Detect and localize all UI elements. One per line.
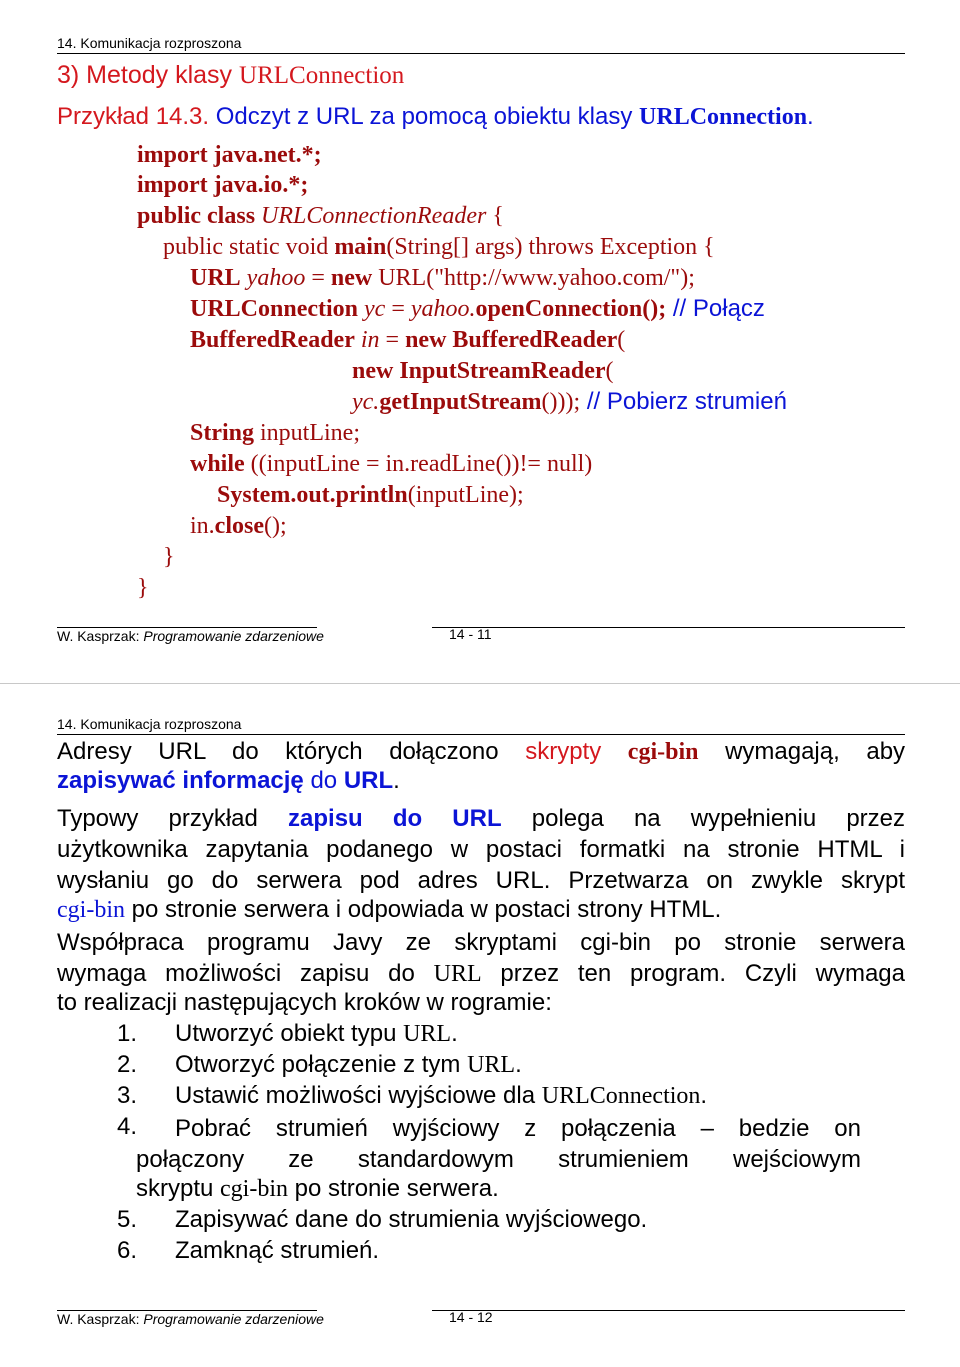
step-text: Pobrać strumień wyjściowy z połączenia – bedzie on [175, 1115, 861, 1142]
code-line: import java.net.*; [137, 142, 322, 168]
header-rule [57, 53, 905, 54]
code-comment: // Połącz [666, 295, 765, 322]
code-line: new InputStreamReader( [352, 358, 614, 384]
step-text: skryptu cgi-bin po stronie serwera. [136, 1175, 499, 1202]
step-number: 2. [117, 1051, 138, 1078]
header-rule [57, 734, 905, 735]
example-caption: Przykład 14.3. Odczyt z URL za pomocą obiektu klasy URLConnection. [57, 103, 814, 130]
code-line: BufferedReader in = new BufferedReader( [190, 327, 626, 353]
paragraph-2-line: Typowy przykład zapisu do URL polega na wypełnieniu przez [57, 805, 906, 832]
code-line: URL yahoo = new URL("http://www.yahoo.com/"); [190, 265, 695, 291]
footer-rule-right [432, 627, 905, 628]
slide-footer: W. Kasprzak: Programowanie zdarzeniowe [57, 1311, 324, 1327]
code-line: while ((inputLine = in.readLine())!= null) [190, 451, 593, 477]
step-number: 3. [117, 1082, 138, 1109]
code-line: } [137, 575, 149, 601]
step-number: 4. [117, 1113, 138, 1140]
paragraph-2-line: użytkownika zapytania podanego w postaci formatki na stronie HTML i [57, 836, 905, 863]
step-text: Ustawić możliwości wyjściowe dla URLConnection. [175, 1082, 708, 1109]
step-text: Otworzyć połączenie z tym URL. [175, 1051, 522, 1078]
step-text: Utworzyć obiekt typu URL. [175, 1020, 458, 1047]
step-number: 5. [117, 1206, 138, 1233]
paragraph-3-line: wymaga możliwości zapisu do URL przez ten program. Czyli wymaga [57, 960, 905, 987]
page-number: 14 - 11 [449, 626, 492, 642]
slide-footer: W. Kasprzak: Programowanie zdarzeniowe [57, 628, 324, 644]
paragraph-1-line: zapisywać informację do URL. [57, 767, 400, 794]
step-text: Zamknąć strumień. [175, 1237, 380, 1264]
code-line: public class URLConnectionReader { [137, 203, 504, 229]
step-number: 6. [117, 1237, 138, 1264]
paragraph-2-line: cgi-bin po stronie serwera i odpowiada w postaci strony HTML. [57, 896, 722, 923]
code-line: } [163, 544, 175, 570]
slide-separator [0, 683, 960, 684]
code-line: yc.getInputStream())); // Pobierz strumień [352, 388, 787, 415]
code-line: URLConnection yc = yahoo.openConnection(); // Połącz [190, 295, 765, 322]
slide-header: 14. Komunikacja rozproszona [57, 716, 242, 732]
step-number: 1. [117, 1020, 138, 1047]
code-line: public static void main(String[] args) throws Exception { [163, 234, 715, 260]
paragraph-2-line: wysłaniu go do serwera pod adres URL. Przetwarza on zwykle skrypt [57, 867, 905, 894]
slide-header: 14. Komunikacja rozproszona [57, 35, 242, 51]
code-line: String inputLine; [190, 420, 360, 446]
code-comment: // Pobierz strumień [580, 388, 787, 415]
code-line: in.close(); [190, 513, 287, 539]
paragraph-3-line: Współpraca programu Javy ze skryptami cgi-bin po stronie serwera [57, 929, 905, 956]
step-text: Zapisywać dane do strumienia wyjściowego. [175, 1206, 648, 1233]
footer-rule-right [432, 1310, 905, 1311]
paragraph-1-line: Adresy URL do których dołączono skrypty cgi-bin wymagają, aby [57, 738, 906, 765]
section-title: 3) Metody klasy URLConnection [57, 61, 405, 89]
code-line: System.out.println(inputLine); [217, 482, 524, 508]
step-text: połączony ze standardowym strumieniem wejściowym [136, 1146, 861, 1173]
code-line: import java.io.*; [137, 172, 309, 198]
page-number: 14 - 12 [449, 1309, 493, 1325]
paragraph-3-line: to realizacji następujących kroków w rogramie: [57, 989, 552, 1016]
